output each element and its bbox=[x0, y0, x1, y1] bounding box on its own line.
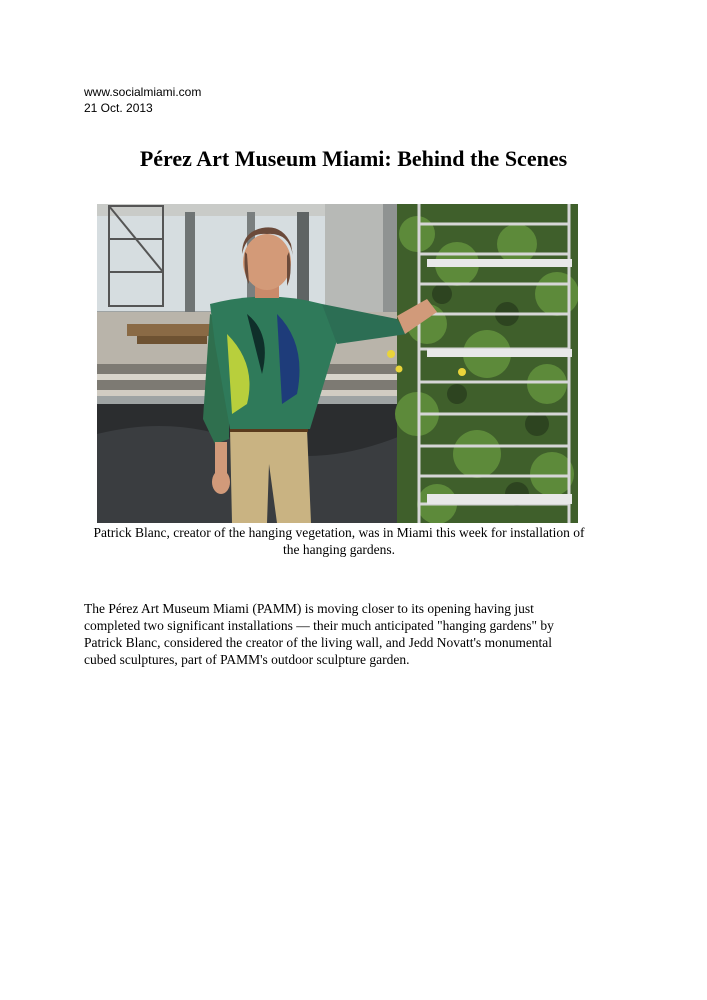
photo-illustration bbox=[97, 204, 578, 523]
source-website: www.socialmiami.com bbox=[84, 85, 202, 99]
photo-caption: Patrick Blanc, creator of the hanging vegetation, was in Miami this week for installation of the hanging gardens. bbox=[93, 525, 585, 557]
article-body: The Pérez Art Museum Miami (PAMM) is moving closer to its opening having just completed two significant installations — their much anticipated "hanging gardens" by Patrick Blanc, considered the creator of the living wall, and Jedd Novatt's monumental cubed sculptures, part of PAMM's outdoor sculpture garden. bbox=[84, 601, 554, 667]
article-photo bbox=[97, 204, 578, 523]
source-date: 21 Oct. 2013 bbox=[84, 101, 153, 115]
source-header bbox=[84, 84, 201, 116]
article-title: Pérez Art Museum Miami: Behind the Scenes bbox=[139, 146, 568, 171]
